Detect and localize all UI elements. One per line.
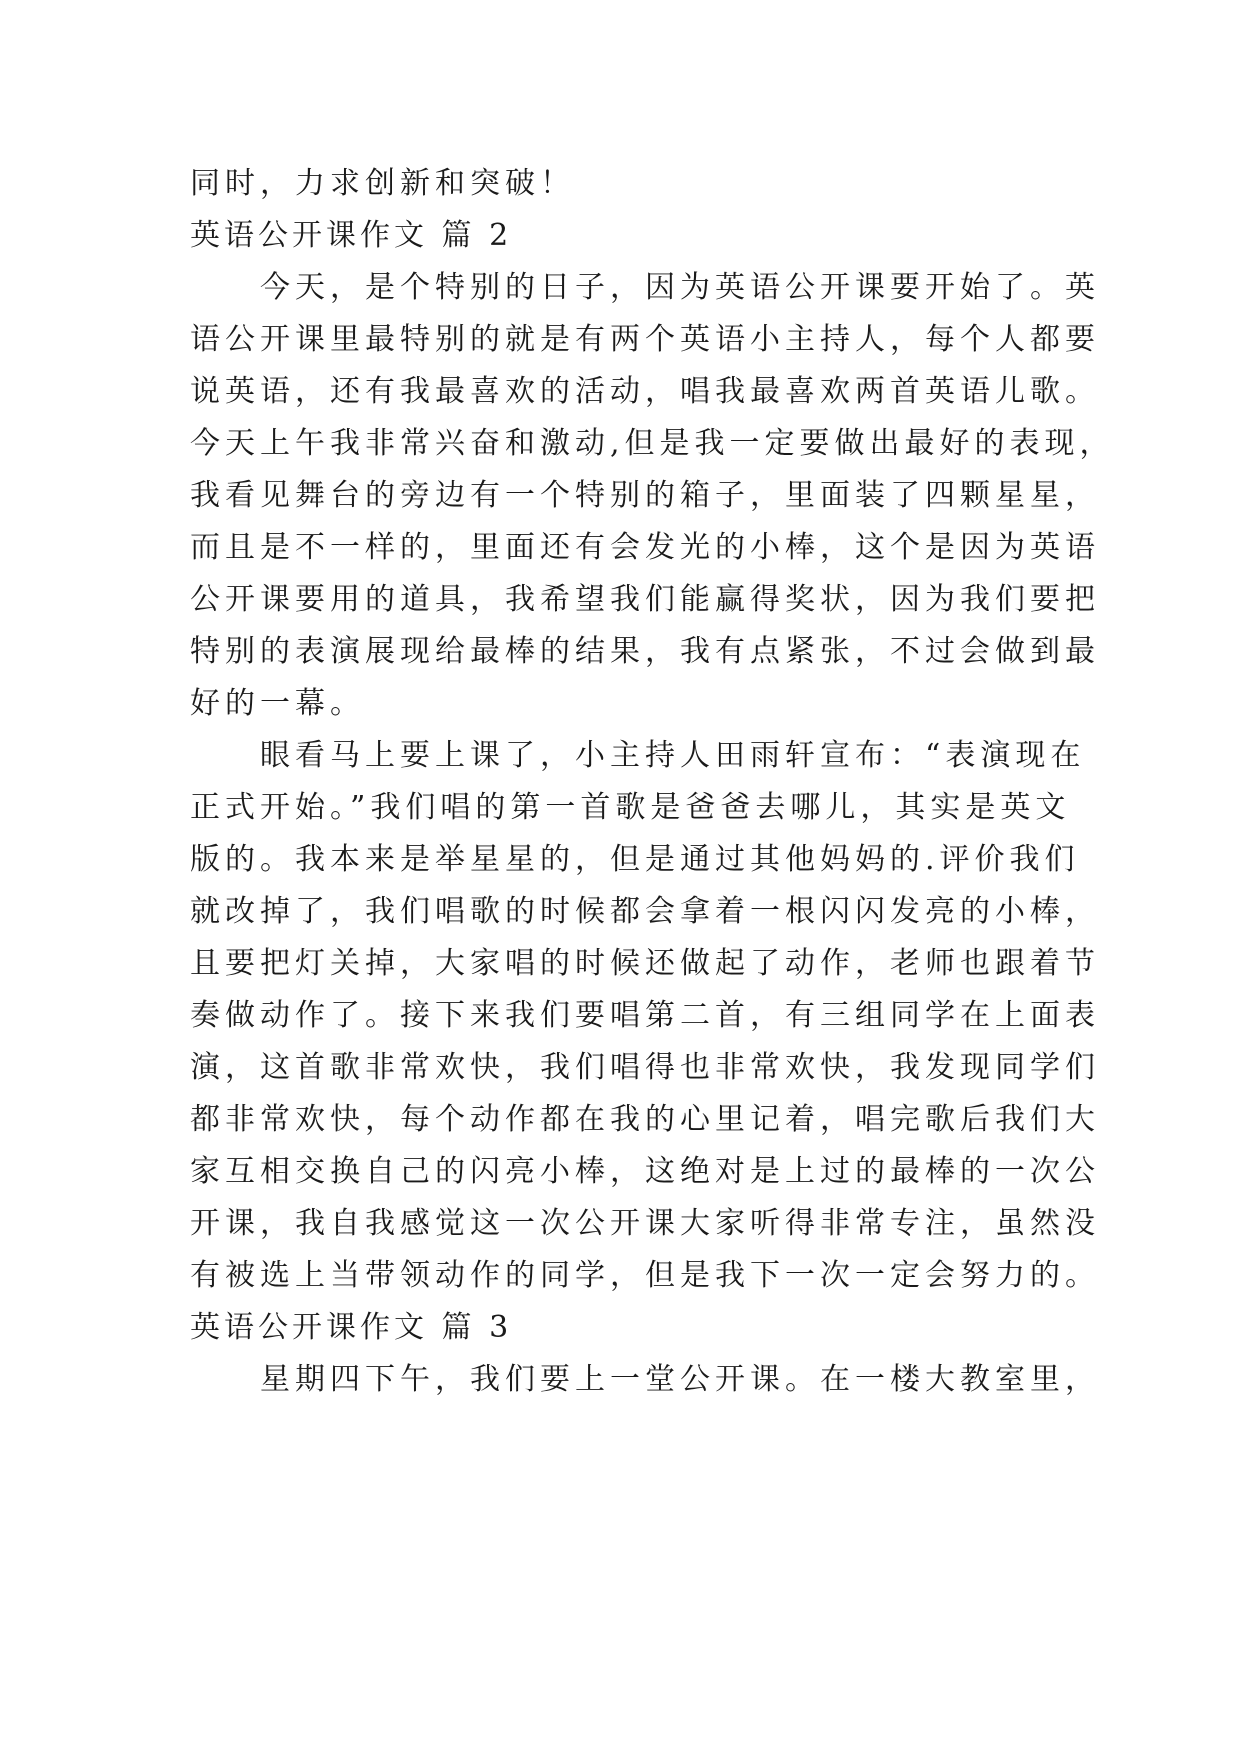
paragraph-line: 今天上午我非常兴奋和激动,但是我一定要做出最好的表现， [190,426,1115,461]
paragraph-line: 正式开始。”我们唱的第一首歌是爸爸去哪儿，其实是英文 [190,790,1071,825]
intro-line: 同时，力求创新和突破！ [190,166,575,201]
paragraph-line: 星期四下午，我们要上一堂公开课。在一楼大教室里， [260,1362,1100,1397]
paragraph-line: 就改掉了，我们唱歌的时候都会拿着一根闪闪发亮的小棒， [190,894,1100,929]
paragraph-line: 版的。我本来是举星星的，但是通过其他妈妈的.评价我们 [190,842,1080,877]
paragraph-line: 语公开课里最特别的就是有两个英语小主持人，每个人都要 [190,322,1100,357]
paragraph-line: 好的一幕。 [190,686,365,721]
paragraph-line: 且要把灯关掉，大家唱的时候还做起了动作，老师也跟着节 [190,946,1100,981]
paragraph-line: 而且是不一样的，里面还有会发光的小棒，这个是因为英语 [190,530,1100,565]
paragraph-line: 眼看马上要上课了，小主持人田雨轩宣布：“表演现在 [260,738,1086,773]
paragraph-line: 我看见舞台的旁边有一个特别的箱子，里面装了四颗星星， [190,478,1100,513]
paragraph-line: 说英语，还有我最喜欢的活动，唱我最喜欢两首英语儿歌。 [190,374,1100,409]
paragraph-line: 公开课要用的道具，我希望我们能赢得奖状，因为我们要把 [190,582,1100,617]
paragraph-line: 奏做动作了。接下来我们要唱第二首，有三组同学在上面表 [190,998,1100,1033]
paragraph-line: 家互相交换自己的闪亮小棒，这绝对是上过的最棒的一次公 [190,1154,1100,1189]
document-page [190,158,1115,1406]
paragraph-line: 演，这首歌非常欢快，我们唱得也非常欢快，我发现同学们 [190,1050,1100,1085]
paragraph-line: 都非常欢快，每个动作都在我的心里记着，唱完歌后我们大 [190,1102,1100,1137]
section-3-paragraph-1 [190,1354,1100,1406]
paragraph-line: 今天，是个特别的日子，因为英语公开课要开始了。英 [260,270,1100,305]
paragraph-line: 开课，我自我感觉这一次公开课大家听得非常专注，虽然没 [190,1206,1100,1241]
paragraph-line: 有被选上当带领动作的同学，但是我下一次一定会努力的。 [190,1258,1100,1293]
section-3-heading: 英语公开课作文 篇 3 [190,1310,513,1345]
section-2-paragraph-2 [190,730,1100,1302]
paragraph-line: 特别的表演展现给最棒的结果，我有点紧张，不过会做到最 [190,634,1100,669]
section-2-paragraph-1 [190,262,1115,730]
section-2-heading: 英语公开课作文 篇 2 [190,218,513,253]
